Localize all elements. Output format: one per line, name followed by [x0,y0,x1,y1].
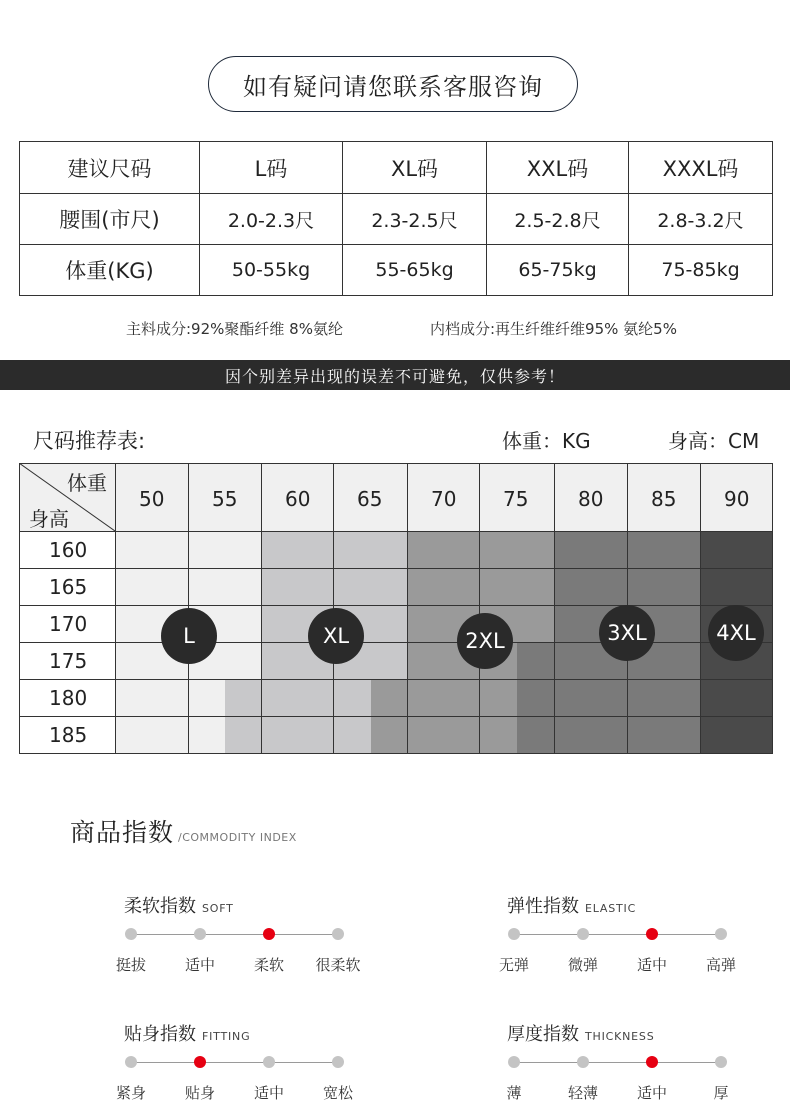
index-title-text: 弹性指数 [507,896,579,917]
index-dot-selected [194,1056,206,1068]
weight-header: 60 [285,487,311,511]
index-option-label: 贴身 [184,1084,215,1102]
index-dot [332,1056,344,1068]
size-badge-3xl: 3XL [599,605,655,661]
grid-line [407,463,408,754]
corner-weight-label: 体重 [67,471,107,495]
index-track [514,1062,721,1063]
size-badge-l: L [161,608,217,664]
weight-header: 70 [431,487,457,511]
height-label: 165 [49,575,88,599]
grid-line [19,605,773,606]
table-cell: 建议尺码 [20,142,200,194]
index-option-label: 厚 [713,1084,729,1102]
size-recommend-grid [19,463,773,754]
index-track [131,934,338,935]
index-track [514,934,721,935]
grid-line [554,463,555,754]
size-table [19,141,773,296]
height-label: 170 [49,612,88,636]
table-cell: 2.0-2.3尺 [200,194,343,245]
index-option-label: 无弹 [498,956,529,974]
table-cell: XXL码 [487,142,629,194]
index-dot [715,928,727,940]
index-option-label: 紧身 [115,1084,146,1102]
table-cell: XL码 [343,142,487,194]
index-dot-selected [646,1056,658,1068]
grid-line [19,753,773,754]
index-track [131,1062,338,1063]
grid-line [19,463,773,464]
index-option-label: 轻薄 [567,1084,598,1102]
table-cell: 65-75kg [487,245,629,296]
table-cell: 2.3-2.5尺 [343,194,487,245]
index-option-label: 薄 [506,1084,522,1102]
commodity-subtitle: /COMMODITY INDEX [178,831,297,844]
index-option-label: 很柔软 [315,956,361,974]
index-title-text: 柔软指数 [124,896,196,917]
lining-material: 内档成分:再生纤维纤维95% 氨纶5% [430,320,677,338]
index-dot [577,928,589,940]
weight-header: 65 [357,487,383,511]
index-subtitle: FITTING [202,1030,251,1043]
table-cell: 50-55kg [200,245,343,296]
index-title [124,892,234,918]
index-dot [715,1056,727,1068]
index-dot [508,928,520,940]
height-unit: 身高：CM [668,429,760,453]
index-option-label: 宽松 [322,1084,353,1102]
commodity-title: 商品指数 [70,818,175,847]
table-cell: L码 [200,142,343,194]
table-cell: 55-65kg [343,245,487,296]
index-title-text: 厚度指数 [507,1024,579,1045]
height-label: 185 [49,723,88,747]
index-title [507,892,636,918]
weight-header: 90 [724,487,750,511]
height-label: 175 [49,649,88,673]
index-option-label: 适中 [253,1084,284,1102]
grid-line [19,716,773,717]
weight-unit: 体重：KG [502,429,591,453]
table-row [20,245,773,296]
table-row [20,142,773,194]
table-cell: 2.5-2.8尺 [487,194,629,245]
index-option-label: 柔软 [253,956,284,974]
size-zone [517,642,554,679]
height-label: 160 [49,538,88,562]
size-badge-xl: XL [308,608,364,664]
weight-header: 55 [212,487,238,511]
main-material: 主料成分:92%聚酯纤维 8%氨纶 [126,320,343,338]
table-row [20,194,773,245]
grid-line [115,463,116,754]
corner-height-label: 身高 [29,507,69,531]
index-option-label: 挺拔 [115,956,146,974]
grid-line [19,531,773,532]
grid-line [700,463,701,754]
height-label: 180 [49,686,88,710]
index-dot [125,928,137,940]
table-cell: 腰围(市尺) [20,194,200,245]
weight-header: 50 [139,487,165,511]
weight-header: 80 [578,487,604,511]
grid-line [19,568,773,569]
notice-bar [0,360,790,390]
index-title [124,1020,250,1046]
index-dot-selected [646,928,658,940]
contact-banner [208,56,578,112]
size-badge-4xl: 4XL [708,605,764,661]
index-dot [508,1056,520,1068]
table-cell: 75-85kg [629,245,773,296]
index-dot [263,1056,275,1068]
index-dot-selected [263,928,275,940]
recommend-title: 尺码推荐表: [33,429,146,453]
weight-header: 75 [503,487,529,511]
weight-header: 85 [651,487,677,511]
grid-line [19,642,773,643]
index-title [507,1020,654,1046]
notice-text: 因个别差异出现的误差不可避免，仅供参考！ [224,366,565,386]
index-dot [125,1056,137,1068]
index-option-label: 微弹 [567,956,598,974]
table-cell: 体重(KG) [20,245,200,296]
grid-line [19,679,773,680]
index-dot [194,928,206,940]
index-dot [577,1056,589,1068]
grid-line [479,463,480,754]
index-option-label: 适中 [636,1084,667,1102]
size-badge-2xl: 2XL [457,613,513,669]
index-title-text: 贴身指数 [124,1024,196,1045]
grid-line [261,463,262,754]
table-cell: 2.8-3.2尺 [629,194,773,245]
index-option-label: 适中 [636,956,667,974]
table-cell: XXXL码 [629,142,773,194]
index-subtitle: SOFT [202,902,234,915]
index-dot [332,928,344,940]
index-option-label: 高弹 [705,956,736,974]
index-option-label: 适中 [184,956,215,974]
contact-text: 如有疑问请您联系客服咨询 [243,72,543,101]
index-subtitle: THICKNESS [585,1030,655,1043]
index-subtitle: ELASTIC [585,902,637,915]
grid-line [772,463,773,754]
commodity-index-title [70,813,297,849]
